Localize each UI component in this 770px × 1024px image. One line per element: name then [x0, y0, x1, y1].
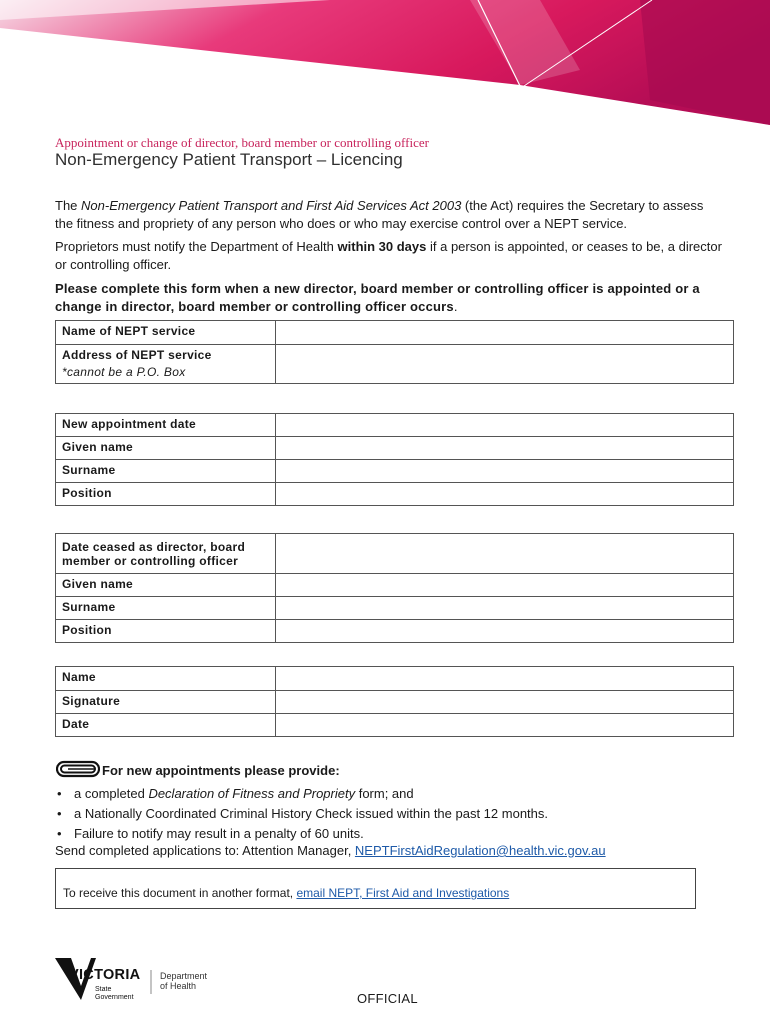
instruction-paragraph: Please complete this form when a new director, board member or controlling officer is appointed or a change in director, board member or controlling officer occurs. [55, 281, 700, 314]
send-instructions: Send completed applications to: Attention Manager, NEPTFirstAidRegulation@health.vic.gov.au [55, 843, 606, 858]
signoff-name-field[interactable] [276, 667, 734, 691]
provide-heading: For new appointments please provide: [102, 763, 340, 778]
appointment-date-field[interactable] [276, 414, 734, 437]
new-appointment-table [55, 413, 734, 506]
appointment-given-name-field[interactable] [276, 437, 734, 460]
signoff-date-label: Date [56, 714, 276, 737]
requirements-list [55, 784, 735, 844]
act-name: Non-Emergency Patient Transport and First Aid Services Act 2003 [81, 198, 462, 213]
service-address-label: Address of NEPT service *cannot be a P.O. Box [56, 345, 276, 384]
po-box-note: *cannot be a P.O. Box [62, 365, 186, 379]
page-title: Non-Emergency Patient Transport – Licencing [55, 150, 403, 169]
header-banner [0, 0, 770, 135]
service-table [55, 320, 734, 384]
appointment-position-field[interactable] [276, 483, 734, 506]
signoff-table [55, 666, 734, 737]
signoff-name-label: Name [56, 667, 276, 691]
intro-paragraph: The Non-Emergency Patient Transport and First Aid Services Act 2003 (the Act) requires the Secretary to assess the fitness and propriety of any person who does or who may exercise control over a NEPT service. [55, 198, 704, 231]
dept-line2: of Health [160, 981, 197, 991]
email-link[interactable]: NEPTFirstAidRegulation@health.vic.gov.au [354, 843, 606, 858]
notify-paragraph: Proprietors must notify the Department of Health within 30 days if a person is appointed, or ceases to be, a director or controlling officer. [55, 239, 722, 272]
signoff-date-field[interactable] [276, 714, 734, 737]
accessibility-email-link[interactable]: email NEPT, First Aid and Investigations [296, 886, 510, 900]
ceased-given-name-label: Given name [56, 574, 276, 597]
logo-state: State [95, 986, 112, 993]
service-name-label: Name of NEPT service [56, 321, 276, 345]
appointment-surname-label: Surname [56, 460, 276, 483]
ceased-date-label: Date ceased as director, board member or controlling officer [56, 534, 276, 574]
paperclip-icon [56, 760, 100, 778]
form-subtitle: Appointment or change of director, board member or controlling officer [55, 135, 429, 150]
appointment-date-label: New appointment date [56, 414, 276, 437]
service-name-field[interactable] [276, 321, 734, 345]
appointment-position-label: Position [56, 483, 276, 506]
service-address-field[interactable] [276, 345, 734, 384]
deadline: within 30 days [337, 239, 427, 254]
appointment-surname-field[interactable] [276, 460, 734, 483]
ceased-surname-field[interactable] [276, 597, 734, 620]
declaration-form-name: Declaration of Fitness and Propriety [148, 786, 356, 801]
list-item: • Failure to notify may result in a penalty of 60 units. [55, 824, 735, 844]
list-item: • a completed Declaration of Fitness and Propriety form; and [55, 784, 735, 804]
ceased-given-name-field[interactable] [276, 574, 734, 597]
ceased-table [55, 533, 734, 643]
logo-government: Government [95, 994, 134, 1001]
signature-label: Signature [56, 691, 276, 714]
list-item: • a Nationally Coordinated Criminal History Check issued within the past 12 months. [55, 804, 735, 824]
dept-line1: Department [160, 971, 208, 981]
ceased-position-label: Position [56, 620, 276, 643]
ceased-date-field[interactable] [276, 534, 734, 574]
appointment-given-name-label: Given name [56, 437, 276, 460]
accessibility-box: To receive this document in another format, email NEPT, First Aid and Investigations [55, 868, 696, 909]
classification-marker: OFFICIAL [357, 991, 418, 1006]
victoria-government-logo [55, 956, 235, 1006]
ceased-position-field[interactable] [276, 620, 734, 643]
signature-field[interactable] [276, 691, 734, 714]
logo-wordmark: VICTORIA [69, 967, 141, 983]
ceased-surname-label: Surname [56, 597, 276, 620]
